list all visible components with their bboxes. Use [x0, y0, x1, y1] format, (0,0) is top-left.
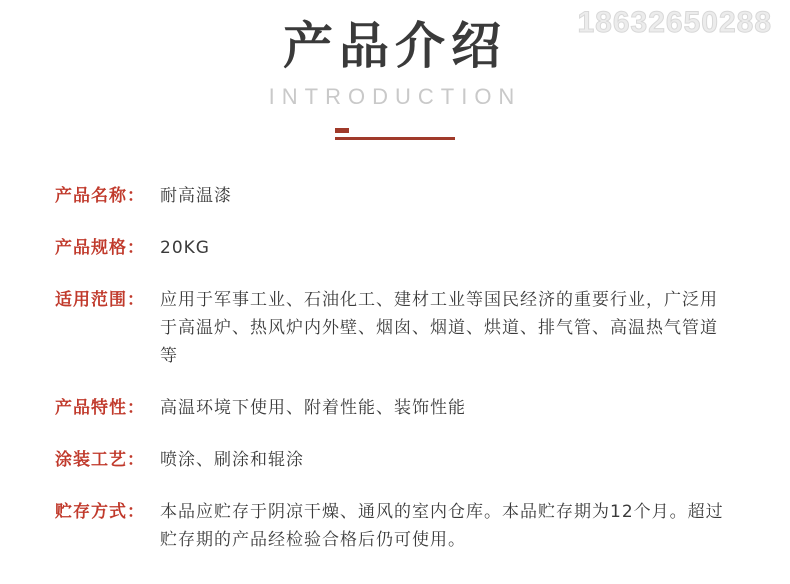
spec-label: 产品特性：	[55, 397, 145, 418]
spec-row-coating-process	[55, 446, 735, 474]
spec-row-product-name	[55, 182, 735, 210]
spec-row-storage-method	[55, 498, 735, 554]
spec-label: 贮存方式：	[55, 501, 145, 522]
spec-label: 产品规格：	[55, 237, 145, 258]
spec-row-product-size	[55, 234, 735, 262]
product-spec-list	[0, 182, 790, 554]
spec-value: 20KG	[160, 237, 210, 258]
spec-value: 耐高温漆	[160, 185, 232, 206]
spec-row-application-scope	[55, 286, 735, 370]
ornament-line	[335, 137, 455, 140]
spec-label: 产品名称：	[55, 185, 145, 206]
page-title: 产品介绍	[283, 17, 507, 75]
watermark-phone-number: 18632650288	[577, 6, 772, 39]
spec-label: 涂装工艺：	[55, 449, 145, 470]
page-subtitle: INTRODUCTION	[268, 83, 522, 109]
spec-row-product-features	[55, 394, 735, 422]
spec-value: 喷涂、刷涂和辊涂	[160, 449, 304, 470]
ornament-dash	[335, 128, 349, 133]
spec-value: 本品应贮存于阴凉干燥、通风的室内仓库。本品贮存期为12个月。超过贮存期的产品经检验合格后仍可使用。	[160, 501, 724, 550]
divider-ornament	[335, 128, 455, 142]
spec-value: 高温环境下使用、附着性能、装饰性能	[160, 397, 466, 418]
spec-value: 应用于军事工业、石油化工、建材工业等国民经济的重要行业，广泛用于高温炉、热风炉内外壁、烟囱、烟道、烘道、排气管、高温热气管道等	[160, 289, 718, 366]
spec-label: 适用范围：	[55, 289, 145, 310]
